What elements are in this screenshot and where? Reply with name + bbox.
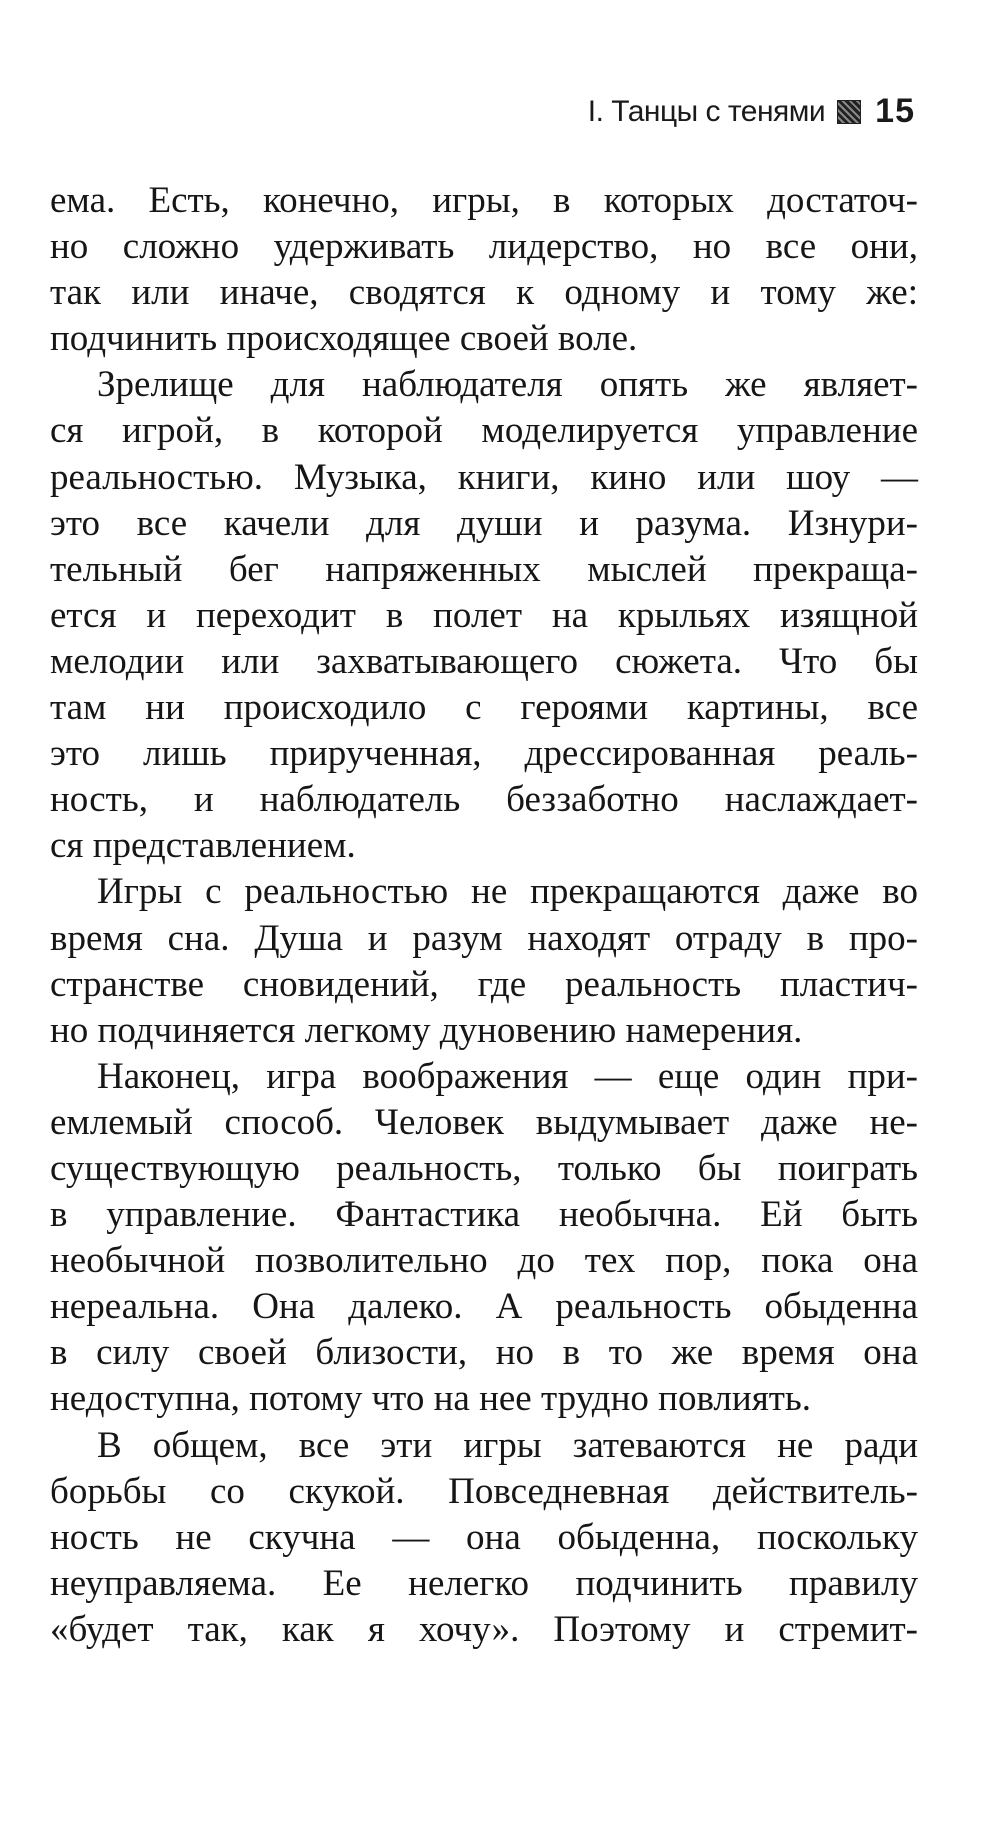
text-line: нереальна. Она далеко. А реальность обыденна [50, 1286, 918, 1328]
running-header [588, 92, 915, 131]
text-line: странстве сновидений, где реальность пластич- [50, 963, 918, 1005]
text-line: ется и переходит в полет на крыльях изящной [50, 594, 918, 636]
text-line: Зрелище для наблюдателя опять же являет- [97, 364, 918, 406]
body-text [50, 178, 918, 1653]
text-line: Игры с реальностью не прекращаются даже во [97, 871, 918, 913]
text-line: ность не скучна — она обыденна, поскольку [50, 1516, 918, 1558]
page-number: 15 [875, 92, 915, 130]
text-line: подчинить происходящее своей воле. [50, 318, 638, 360]
text-line: ся представлением. [50, 825, 356, 867]
text-line: это лишь прирученная, дрессированная реаль- [50, 733, 918, 775]
text-line: но подчиняется легкому дуновению намерения. [50, 1009, 803, 1051]
text-line: ность, и наблюдатель беззаботно наслаждает- [50, 779, 918, 821]
text-line: неуправляема. Ее нелегко подчинить правилу [50, 1562, 918, 1604]
text-line: мелодии или захватывающего сюжета. Что бы [50, 640, 918, 682]
text-line: так или иначе, сводятся к одному и тому же: [50, 272, 918, 314]
text-line: ся игрой, в которой моделируется управление [50, 410, 918, 452]
text-line: ема. Есть, конечно, игры, в которых достаточ- [50, 180, 918, 221]
text-line: «будет так, как я хочу». Поэтому и стремит- [50, 1608, 918, 1650]
text-line: емлемый способ. Человек выдумывает даже не- [50, 1101, 918, 1143]
text-line: там ни происходило с героями картины, все [50, 687, 918, 729]
text-line: это все качели для души и разума. Изнури- [50, 502, 918, 544]
square-marker-icon [837, 100, 861, 124]
text-line: недоступна, потому что на нее трудно повлиять. [50, 1378, 812, 1420]
chapter-title: I. Танцы с тенями [587, 94, 826, 128]
text-line: время сна. Душа и разум находят отраду в про- [50, 917, 918, 959]
text-line: в управление. Фантастика необычна. Ей быть [50, 1194, 918, 1236]
text-line: борьбы со скукой. Повседневная действитель- [50, 1470, 918, 1512]
text-line: необычной позволительно до тех пор, пока она [50, 1240, 918, 1282]
text-line: В общем, все эти игры затеваются не ради [97, 1424, 918, 1466]
text-line: в силу своей близости, но в то же время она [50, 1332, 918, 1374]
text-line: реальностью. Музыка, книги, кино или шоу — [50, 456, 918, 498]
text-line: Наконец, игра воображения — еще один при- [97, 1055, 918, 1097]
text-line: существующую реальность, только бы поиграть [50, 1147, 918, 1189]
text-line: тельный бег напряженных мыслей прекраща- [50, 548, 918, 590]
text-line: но сложно удерживать лидерство, но все они, [50, 226, 918, 268]
